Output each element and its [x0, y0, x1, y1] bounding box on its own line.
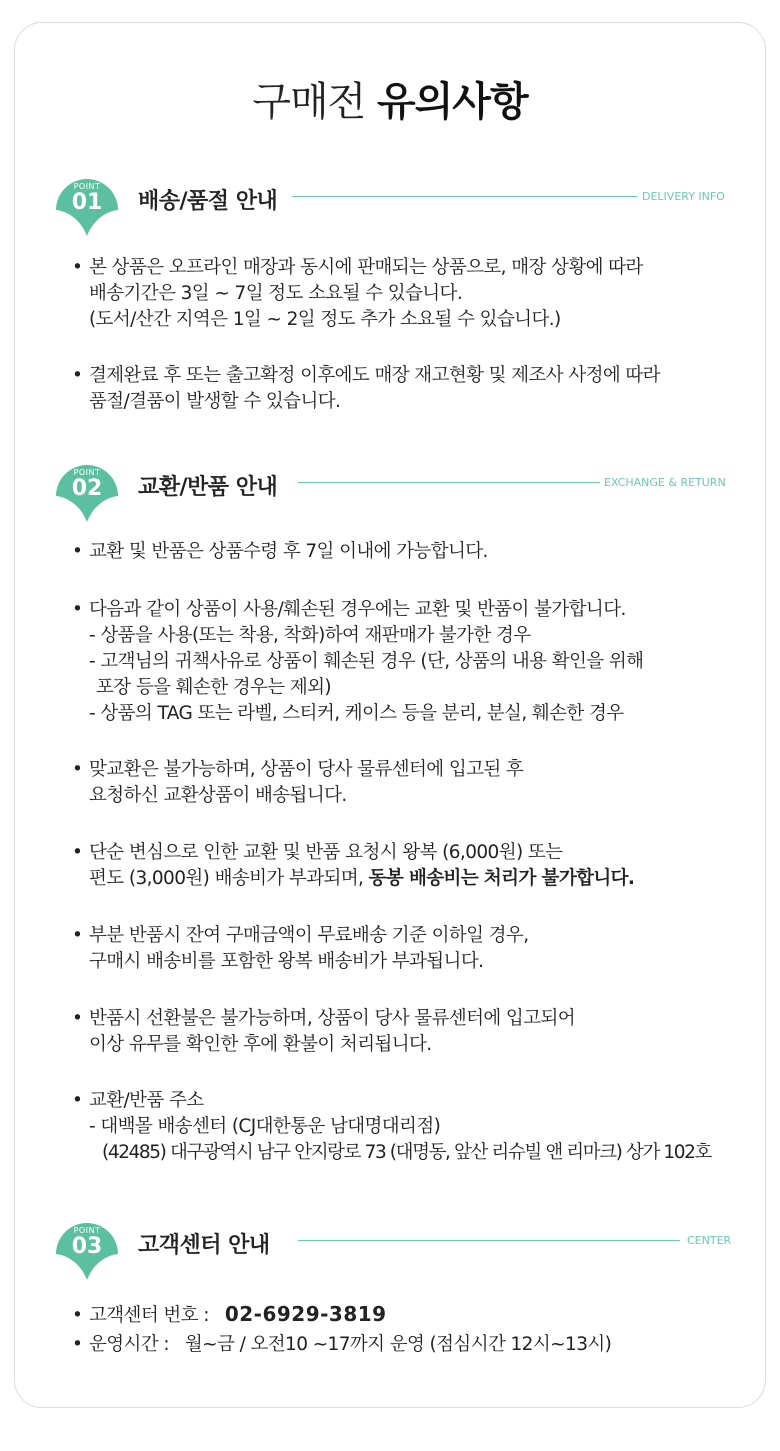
exchange-item-7 — [72, 1088, 752, 1166]
item-line: 배송기간은 3일 ~ 7일 정도 소요될 수 있습니다. — [89, 283, 463, 304]
exchange-item-6 — [72, 1006, 752, 1058]
section-divider — [292, 196, 637, 197]
point-badge-03 — [52, 1222, 122, 1282]
bullet-icon: • — [72, 599, 83, 620]
bullet-icon: • — [72, 1008, 83, 1029]
exchange-item-1 — [72, 539, 752, 565]
badge-point-label: POINT — [73, 182, 101, 191]
point-badge-02 — [52, 464, 122, 524]
section-eng-label: CENTER — [687, 1234, 732, 1247]
section-header-center — [52, 1222, 742, 1282]
bullet-icon: • — [72, 842, 83, 863]
item-line: (도서/산간 지역은 1일 ~ 2일 정도 추가 소요될 수 있습니다.) — [89, 309, 561, 330]
delivery-item-1 — [72, 255, 752, 333]
section-header-exchange — [52, 464, 742, 524]
exchange-item-3 — [72, 757, 752, 809]
item-line: 이상 유무를 확인한 후에 환불이 처리됩니다. — [89, 1034, 432, 1055]
hours-value: 월~금 / 오전10 ~17까지 운영 (점심시간 12시~13시) — [184, 1334, 612, 1355]
item-line: 포장 등을 훼손한 경우는 제외) — [96, 677, 331, 698]
section-divider — [298, 1240, 680, 1241]
phone-number: 02-6929-3819 — [224, 1302, 387, 1326]
item-line: 반품시 선환불은 불가능하며, 상품이 당사 물류센터에 입고되어 — [89, 1008, 576, 1029]
item-line: 구매시 배송비를 포함한 왕복 배송비가 부과됩니다. — [89, 951, 484, 972]
exchange-item-2 — [72, 597, 752, 727]
item-line: 교환/반품 주소 — [89, 1090, 204, 1111]
bullet-icon: • — [72, 1090, 83, 1111]
section-header-delivery — [52, 178, 742, 238]
customer-phone — [72, 1301, 752, 1327]
address-line: (42485) 대구광역시 남구 안지랑로 73 (대명동, 앞산 리슈빌 앤 리마크) 상가 102호 — [102, 1142, 711, 1163]
section-title: 고객센터 안내 — [138, 1233, 270, 1258]
title-light: 구매전 — [252, 79, 366, 125]
bullet-icon: • — [72, 759, 83, 780]
item-line: 부분 반품시 잔여 구매금액이 무료배송 기준 이하일 경우, — [89, 925, 529, 946]
item-line: 결제완료 후 또는 출고확정 이후에도 매장 재고현황 및 제조사 사정에 따라 — [89, 365, 660, 386]
badge-number: 02 — [71, 476, 103, 501]
bullet-icon: • — [72, 365, 83, 386]
badge-point-label: POINT — [73, 468, 101, 477]
bullet-icon: • — [72, 1305, 83, 1326]
bullet-icon: • — [72, 925, 83, 946]
item-line: - 고객님의 귀책사유로 상품이 훼손된 경우 (단, 상품의 내용 확인을 위해 — [89, 651, 644, 672]
bullet-icon: • — [72, 257, 83, 278]
section-eng-label: DELIVERY INFO — [642, 190, 725, 203]
exchange-item-4 — [72, 840, 752, 892]
title-bold: 유의사항 — [377, 79, 528, 125]
emphasis-text: 동봉 배송비는 처리가 불가합니다. — [368, 868, 635, 889]
section-divider — [298, 482, 600, 483]
point-badge-01 — [52, 178, 122, 238]
exchange-item-5 — [72, 923, 752, 975]
badge-number: 03 — [71, 1234, 103, 1259]
item-line: 본 상품은 오프라인 매장과 동시에 판매되는 상품으로, 매장 상황에 따라 — [89, 257, 643, 278]
phone-label: 고객센터 번호 : — [89, 1305, 209, 1326]
item-line: 맞교환은 불가능하며, 상품이 당사 물류센터에 입고된 후 — [89, 759, 524, 780]
section-title: 교환/반품 안내 — [138, 475, 278, 500]
delivery-item-2 — [72, 363, 752, 415]
item-line: 단순 변심으로 인한 교환 및 반품 요청시 왕복 (6,000원) 또는 — [89, 842, 563, 863]
item-line: - 대백몰 배송센터 (CJ대한통운 남대명대리점) — [89, 1116, 441, 1137]
item-line: - 상품을 사용(또는 착용, 착화)하여 재판매가 불가한 경우 — [89, 625, 531, 646]
bullet-icon: • — [72, 541, 83, 562]
item-line: 다음과 같이 상품이 사용/훼손된 경우에는 교환 및 반품이 불가합니다. — [89, 599, 626, 620]
section-title: 배송/품절 안내 — [138, 189, 278, 214]
badge-point-label: POINT — [73, 1226, 101, 1235]
bullet-icon: • — [72, 1334, 83, 1355]
item-line: - 상품의 TAG 또는 라벨, 스티커, 케이스 등을 분리, 분실, 훼손한 경우 — [89, 703, 624, 724]
item-line: 편도 (3,000원) 배송비가 부과되며, — [89, 868, 364, 889]
badge-number: 01 — [71, 190, 103, 215]
item-line: 교환 및 반품은 상품수령 후 7일 이내에 가능합니다. — [89, 541, 488, 562]
operating-hours — [72, 1332, 752, 1358]
item-line: 품절/결품이 발생할 수 있습니다. — [89, 391, 341, 412]
page-title — [0, 70, 780, 127]
item-line: 요청하신 교환상품이 배송됩니다. — [89, 785, 347, 806]
hours-label: 운영시간 : — [89, 1334, 169, 1355]
section-eng-label: EXCHANGE & RETURN — [604, 476, 726, 489]
